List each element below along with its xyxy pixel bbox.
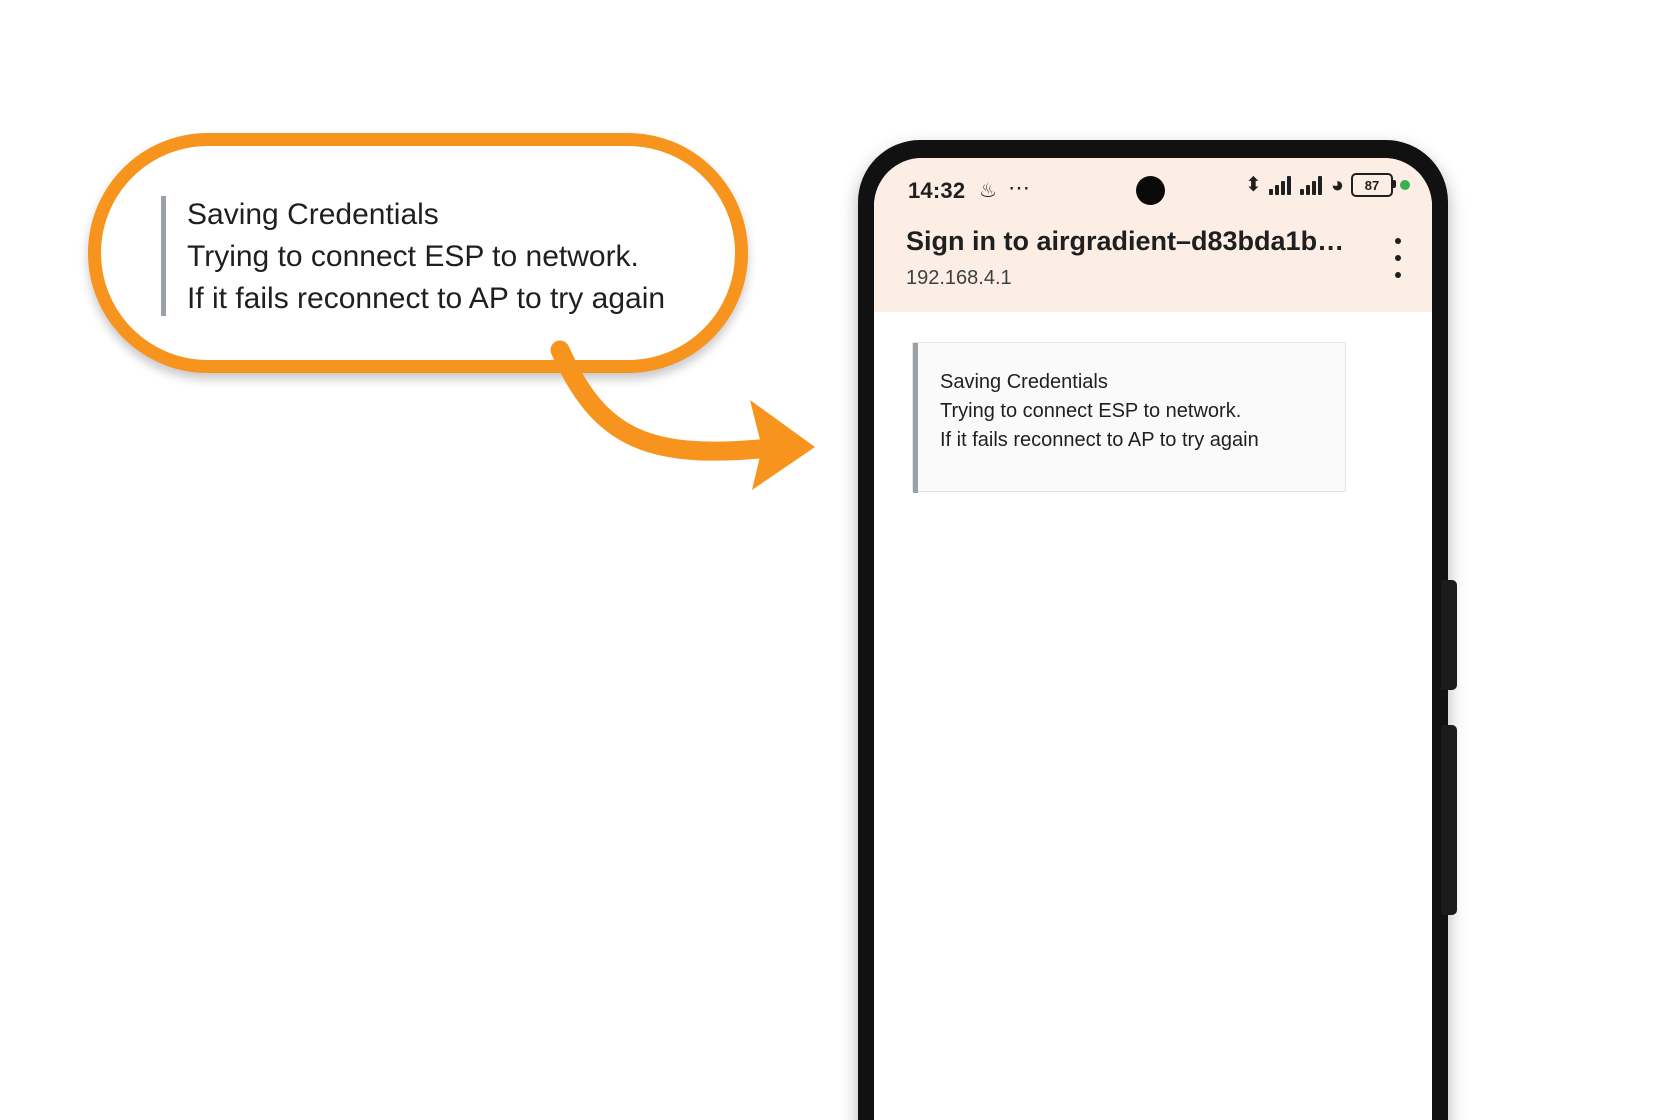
- cellular-signal-icon-2: [1300, 176, 1324, 195]
- message-line-3: If it fails reconnect to AP to try again: [940, 429, 1259, 451]
- web-page-content: [874, 312, 1432, 1120]
- page-title: Sign in to airgradient–d83bda1b…: [906, 226, 1345, 256]
- status-message-card: [912, 342, 1346, 492]
- notification-icon: ♨: [979, 180, 997, 202]
- cellular-signal-icon-1: [1269, 176, 1293, 195]
- callout-line-3: If it fails reconnect to AP to try again: [187, 282, 666, 315]
- browser-app-bar: [874, 220, 1432, 312]
- status-overflow-dots: ⋯: [1008, 175, 1031, 200]
- message-line-1: Saving Credentials: [940, 371, 1108, 393]
- phone-side-button-power[interactable]: [1441, 580, 1457, 690]
- status-icons-group: [1245, 173, 1410, 197]
- phone-mockup: [858, 140, 1448, 1120]
- message-line-2: Trying to connect ESP to network.: [940, 400, 1242, 422]
- green-status-dot-icon: [1400, 180, 1410, 190]
- callout-line-2: Trying to connect ESP to network.: [187, 240, 639, 273]
- message-accent-bar: [913, 343, 918, 493]
- status-time: 14:32: [908, 178, 966, 203]
- kebab-menu-icon[interactable]: [1394, 238, 1402, 278]
- callout-line-1: Saving Credentials: [187, 198, 439, 231]
- status-bar: [874, 158, 1432, 220]
- battery-icon: [1351, 173, 1393, 197]
- page-url: 192.168.4.1: [906, 267, 1012, 289]
- callout-accent-bar: [161, 196, 166, 316]
- phone-screen: [874, 158, 1432, 1120]
- wifi-icon: ◕: [1330, 172, 1344, 197]
- phone-side-button-volume[interactable]: [1441, 725, 1457, 915]
- bluetooth-icon: ⬍: [1244, 174, 1262, 196]
- front-camera-punch-hole: [1136, 176, 1165, 205]
- battery-level-label: 87: [1364, 177, 1380, 193]
